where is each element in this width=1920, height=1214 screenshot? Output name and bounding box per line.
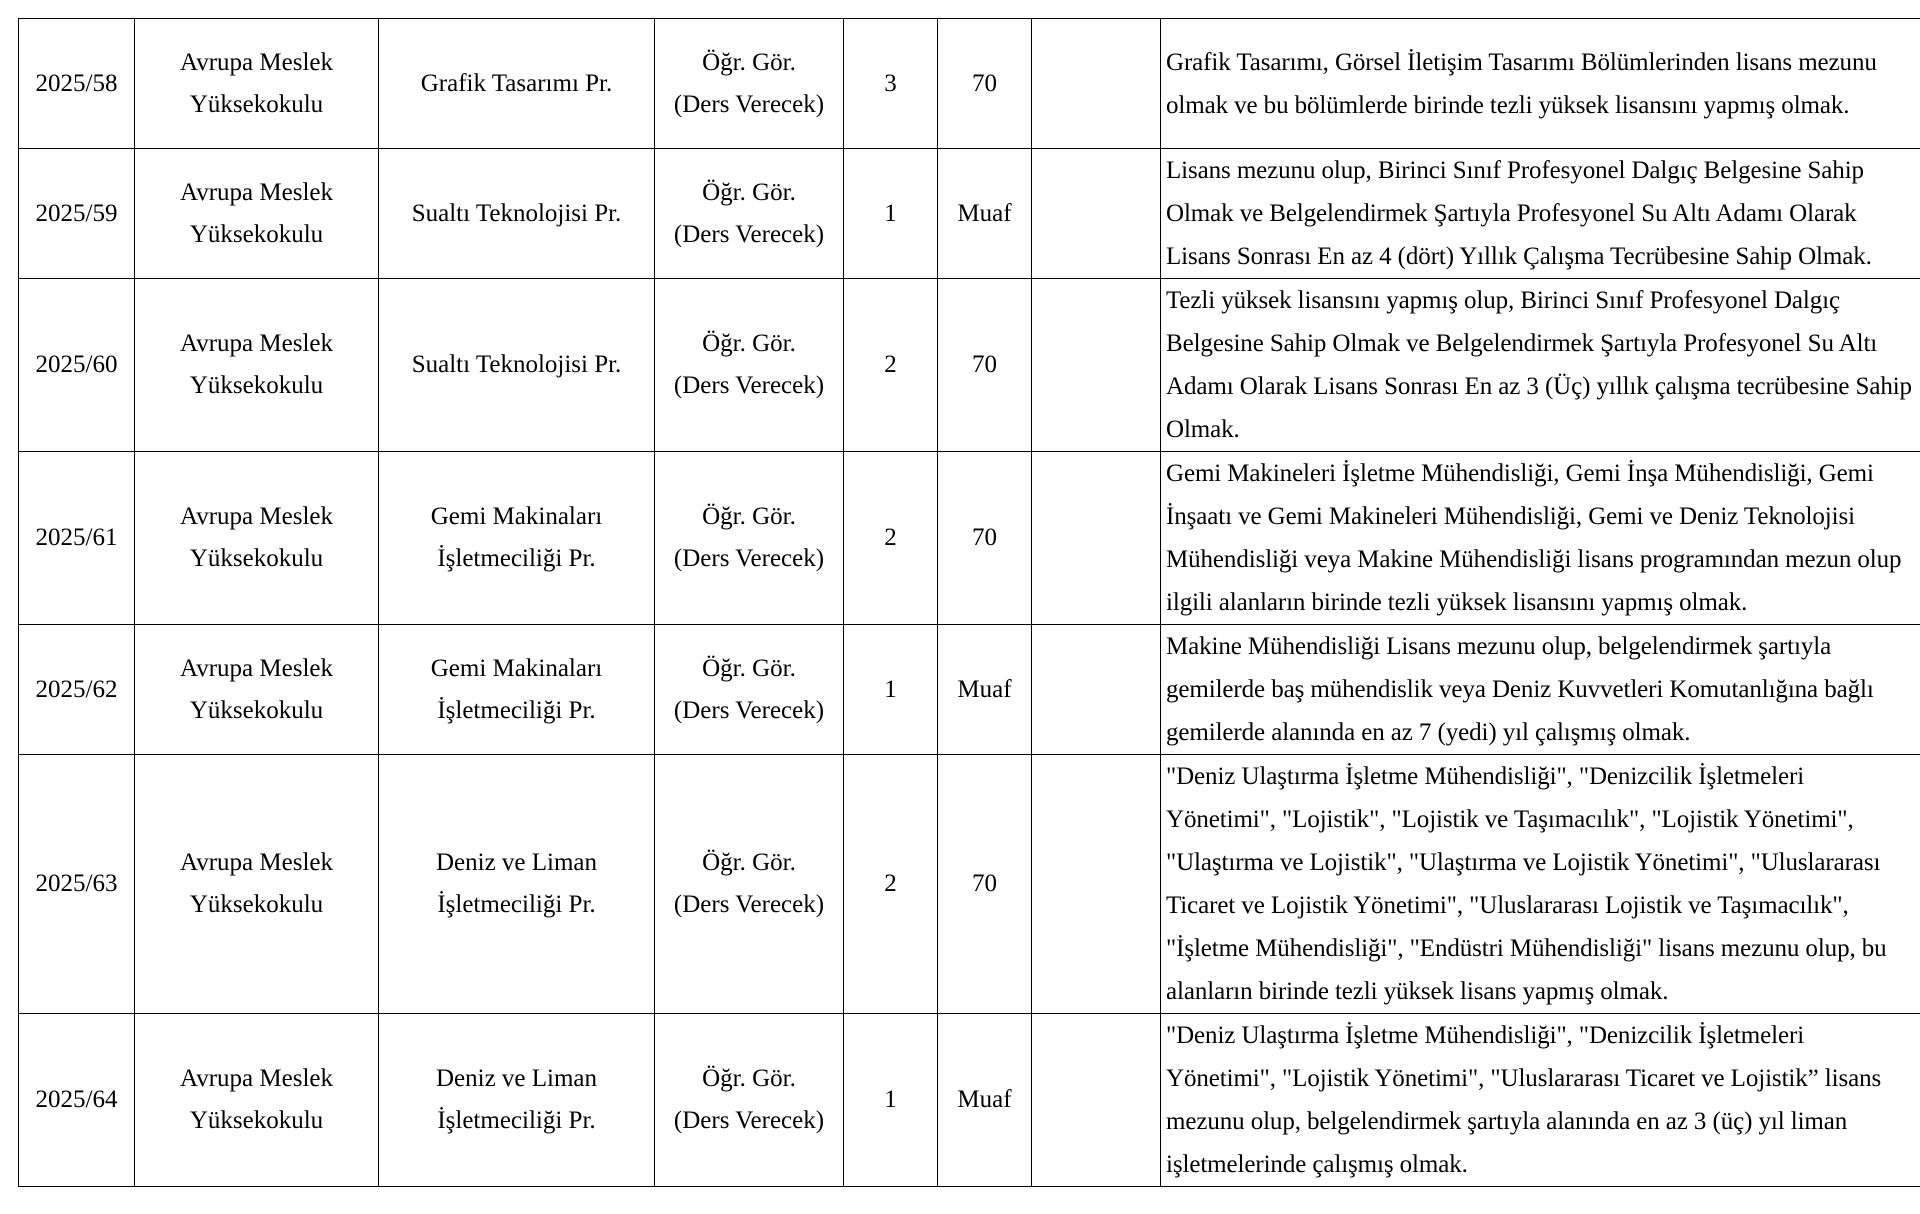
- unit-line: Yüksekokulu: [189, 696, 324, 724]
- cell-no: 2025/63: [19, 755, 135, 1014]
- cell-program: [379, 452, 655, 625]
- program-line: Deniz ve Liman: [435, 849, 598, 876]
- cell-count: 1: [844, 149, 938, 279]
- unit-line: Avrupa Meslek: [180, 178, 333, 206]
- cell-requirement: Lisans mezunu olup, Birinci Sınıf Profesyonel Dalgıç Belgesine Sahip Olmak ve Belgelendirmek Şartıyla Profesyonel Su Altı Adamı Olarak Lisans Sonrası En az 4 (dört) Yıllık Çalışma Tecrübesine Sahip Olmak.: [1161, 149, 1920, 279]
- title-line: (Ders Verecek): [673, 545, 825, 572]
- cell-score: 70: [938, 452, 1032, 625]
- cell-title: [655, 755, 844, 1014]
- program-line: Grafik Tasarımı Pr.: [420, 69, 613, 97]
- cell-title: [655, 279, 844, 452]
- unit-line: Yüksekokulu: [189, 90, 324, 118]
- title-line: (Ders Verecek): [673, 372, 825, 399]
- table-row: [19, 279, 1920, 452]
- unit-line: Avrupa Meslek: [180, 1065, 333, 1092]
- cell-unit: [135, 1014, 379, 1187]
- cell-no: 2025/60: [19, 279, 135, 452]
- program-line: İşletmeciliği Pr.: [437, 696, 596, 724]
- cell-program: [379, 279, 655, 452]
- cell-unit: [135, 625, 379, 755]
- cell-extra: [1032, 19, 1161, 149]
- table-row: [19, 452, 1920, 625]
- cell-title: [655, 1014, 844, 1187]
- cell-score: Muaf: [938, 149, 1032, 279]
- cell-extra: [1032, 625, 1161, 755]
- cell-unit: [135, 279, 379, 452]
- cell-requirement: Tezli yüksek lisansını yapmış olup, Birinci Sınıf Profesyonel Dalgıç Belgesine Sahip Olmak ve Belgelendirmek Şartıyla Profesyonel Su Altı Adamı Olarak Lisans Sonrası En az 3 (Üç) yıllık çalışma tecrübesine Sahip Olmak.: [1161, 279, 1920, 452]
- unit-line: Avrupa Meslek: [180, 503, 333, 530]
- cell-no: 2025/58: [19, 19, 135, 149]
- title-line: Öğr. Gör.: [702, 503, 796, 530]
- cell-program: [379, 1014, 655, 1187]
- program-line: İşletmeciliği Pr.: [437, 545, 596, 572]
- cell-title: [655, 149, 844, 279]
- title-line: Öğr. Gör.: [702, 178, 796, 206]
- program-line: İşletmeciliği Pr.: [437, 1107, 596, 1134]
- cell-unit: [135, 452, 379, 625]
- title-line: Öğr. Gör.: [702, 1065, 796, 1092]
- unit-line: Avrupa Meslek: [180, 849, 333, 876]
- unit-line: Yüksekokulu: [189, 1107, 324, 1134]
- program-line: Sualtı Teknolojisi Pr.: [411, 199, 622, 227]
- title-line: Öğr. Gör.: [702, 849, 796, 876]
- cell-score: 70: [938, 19, 1032, 149]
- title-line: Öğr. Gör.: [702, 654, 796, 682]
- program-line: Deniz ve Liman: [435, 1065, 598, 1092]
- unit-line: Avrupa Meslek: [180, 330, 333, 357]
- cell-title: [655, 452, 844, 625]
- cell-score: 70: [938, 755, 1032, 1014]
- cell-unit: [135, 149, 379, 279]
- cell-no: 2025/59: [19, 149, 135, 279]
- title-line: Öğr. Gör.: [702, 48, 796, 76]
- title-line: (Ders Verecek): [673, 1107, 825, 1134]
- program-line: Gemi Makinaları: [430, 503, 603, 530]
- unit-line: Yüksekokulu: [189, 372, 324, 399]
- table-body: [19, 19, 1920, 1187]
- table-row: [19, 755, 1920, 1014]
- program-line: Sualtı Teknolojisi Pr.: [411, 351, 622, 378]
- program-line: İşletmeciliği Pr.: [437, 891, 596, 918]
- cell-requirement: "Deniz Ulaştırma İşletme Mühendisliği", "Denizcilik İşletmeleri Yönetimi", "Lojistik", "Lojistik ve Taşımacılık", "Lojistik Yönetimi", "Ulaştırma ve Lojistik", "Ulaştırma ve Lojistik Yönetimi", "Uluslararası Ticaret ve Lojistik Yönetimi", "Uluslararası Lojistik ve Taşımacılık", "İşletme Mühendisliği", "Endüstri Mühendisliği" lisans mezunu olup, bu alanların birinde tezli yüksek lisans yapmış olmak.: [1161, 755, 1920, 1014]
- cell-no: 2025/61: [19, 452, 135, 625]
- cell-count: 1: [844, 625, 938, 755]
- table-row: [19, 1014, 1920, 1187]
- title-line: (Ders Verecek): [673, 90, 825, 118]
- cell-requirement: Gemi Makineleri İşletme Mühendisliği, Gemi İnşa Mühendisliği, Gemi İnşaatı ve Gemi Makineleri Mühendisliği, Gemi ve Deniz Teknolojisi Mühendisliği veya Makine Mühendisliği lisans programından mezun olup ilgili alanların birinde tezli yüksek lisansını yapmış olmak.: [1161, 452, 1920, 625]
- cell-extra: [1032, 1014, 1161, 1187]
- cell-unit: [135, 19, 379, 149]
- cell-no: 2025/62: [19, 625, 135, 755]
- positions-table: [18, 18, 1920, 1187]
- title-line: (Ders Verecek): [673, 891, 825, 918]
- unit-line: Avrupa Meslek: [180, 48, 333, 76]
- unit-line: Avrupa Meslek: [180, 654, 333, 682]
- cell-program: [379, 19, 655, 149]
- title-line: Öğr. Gör.: [702, 330, 796, 357]
- title-line: (Ders Verecek): [673, 696, 825, 724]
- cell-program: [379, 755, 655, 1014]
- table-row: [19, 625, 1920, 755]
- cell-count: 3: [844, 19, 938, 149]
- cell-title: [655, 625, 844, 755]
- unit-line: Yüksekokulu: [189, 220, 324, 248]
- cell-extra: [1032, 279, 1161, 452]
- cell-extra: [1032, 452, 1161, 625]
- cell-score: Muaf: [938, 625, 1032, 755]
- cell-score: 70: [938, 279, 1032, 452]
- unit-line: Yüksekokulu: [189, 891, 324, 918]
- cell-count: 1: [844, 1014, 938, 1187]
- cell-title: [655, 19, 844, 149]
- cell-count: 2: [844, 452, 938, 625]
- cell-requirement: Makine Mühendisliği Lisans mezunu olup, belgelendirmek şartıyla gemilerde baş mühendislik veya Deniz Kuvvetleri Komutanlığına bağlı gemilerde alanında en az 7 (yedi) yıl çalışmış olmak.: [1161, 625, 1920, 755]
- cell-score: Muaf: [938, 1014, 1032, 1187]
- cell-requirement: Grafik Tasarımı, Görsel İletişim Tasarımı Bölümlerinden lisans mezunu olmak ve bu bölümlerde birinde tezli yüksek lisansını yapmış olmak.: [1161, 19, 1920, 149]
- cell-unit: [135, 755, 379, 1014]
- cell-extra: [1032, 755, 1161, 1014]
- cell-requirement: "Deniz Ulaştırma İşletme Mühendisliği", "Denizcilik İşletmeleri Yönetimi", "Lojistik Yönetimi", "Uluslararası Ticaret ve Lojistik” lisans mezunu olup, belgelendirmek şartıyla alanında en az 3 (üç) yıl liman işletmelerinde çalışmış olmak.: [1161, 1014, 1920, 1187]
- table-row: [19, 149, 1920, 279]
- cell-program: [379, 149, 655, 279]
- title-line: (Ders Verecek): [673, 220, 825, 248]
- unit-line: Yüksekokulu: [189, 545, 324, 572]
- cell-extra: [1032, 149, 1161, 279]
- cell-program: [379, 625, 655, 755]
- program-line: Gemi Makinaları: [430, 654, 603, 682]
- table-row: [19, 19, 1920, 149]
- cell-count: 2: [844, 279, 938, 452]
- cell-count: 2: [844, 755, 938, 1014]
- cell-no: 2025/64: [19, 1014, 135, 1187]
